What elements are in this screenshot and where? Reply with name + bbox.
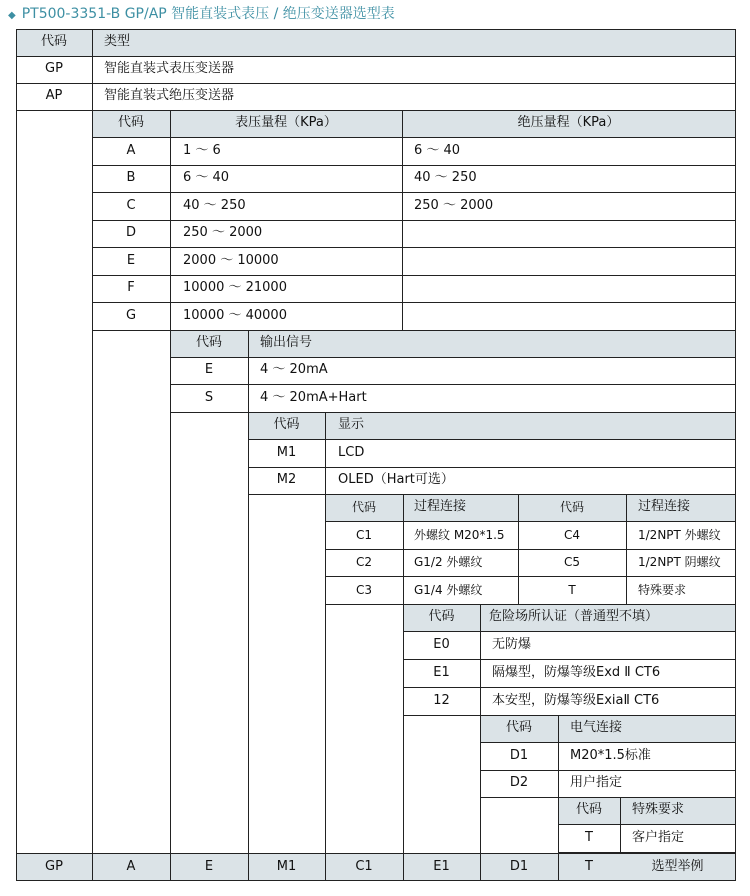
rule xyxy=(16,29,17,881)
example-special: T xyxy=(585,859,593,874)
header-bg-output xyxy=(170,330,735,357)
output-code: S xyxy=(204,390,214,405)
process-code: C3 xyxy=(355,583,372,597)
hazard-code-header: 代码 xyxy=(428,609,455,624)
process-name: G1/2 外螺纹 xyxy=(414,555,483,569)
example-range: A xyxy=(126,859,136,874)
special-name: 客户指定 xyxy=(632,830,685,845)
process-name: 外螺纹 M20*1.5 xyxy=(414,528,505,542)
abs-range: 6 ～ 40 xyxy=(414,143,461,158)
process-name-header: 过程连接 xyxy=(638,499,691,514)
process-code-header: 代码 xyxy=(559,500,584,514)
abs-range-header: 绝压量程（KPa） xyxy=(517,115,620,130)
hazard-name: 隔爆型，防爆等级Exd Ⅱ CT6 xyxy=(492,665,661,680)
range-code: F xyxy=(127,280,135,295)
process-name: 1/2NPT 外螺纹 xyxy=(638,528,721,542)
type-name: 智能直装式表压变送器 xyxy=(104,61,235,76)
type-name-header: 类型 xyxy=(104,34,131,49)
process-code: T xyxy=(568,583,576,597)
example-type: GP xyxy=(45,859,63,874)
abs-range: 250 ～ 2000 xyxy=(414,198,494,213)
special-code: T xyxy=(585,830,593,845)
range-code: G xyxy=(125,308,137,323)
type-name: 智能直装式绝压变送器 xyxy=(104,88,235,103)
hazard-code: E1 xyxy=(433,665,450,680)
process-code: C4 xyxy=(563,528,580,542)
range-code: A xyxy=(126,143,136,158)
range-code-header: 代码 xyxy=(117,115,144,130)
electrical-name: M20*1.5标准 xyxy=(570,748,651,763)
range-code: C xyxy=(126,198,136,213)
type-code-header: 代码 xyxy=(40,34,67,49)
gauge-range: 2000 ～ 10000 xyxy=(183,253,279,268)
example-electrical: D1 xyxy=(509,859,529,874)
rule xyxy=(170,357,736,358)
hazard-name: 无防爆 xyxy=(492,637,532,652)
process-code: C5 xyxy=(563,555,580,569)
hazard-code: E0 xyxy=(433,637,450,652)
range-code: E xyxy=(126,253,136,268)
example-hazard: E1 xyxy=(433,859,450,874)
special-code-header: 代码 xyxy=(575,802,602,817)
rule xyxy=(170,384,736,385)
page-title-text: PT500-3351-B GP/AP 智能直装式表压 / 绝压变送器选型表 xyxy=(21,6,395,22)
process-name: G1/4 外螺纹 xyxy=(414,583,483,597)
gauge-range: 10000 ～ 21000 xyxy=(183,280,287,295)
page-title xyxy=(8,3,395,25)
hazard-name-header: 危险场所认证（普通型不填） xyxy=(489,609,659,624)
type-code: AP xyxy=(45,88,63,103)
electrical-code: D2 xyxy=(509,775,529,790)
example-output: E xyxy=(204,859,214,874)
output-name: 4 ～ 20mA xyxy=(260,362,328,377)
process-code-header: 代码 xyxy=(351,500,376,514)
rule xyxy=(626,494,627,605)
gauge-range-header: 表压量程（KPa） xyxy=(235,115,337,130)
display-code-header: 代码 xyxy=(273,417,300,432)
special-name-header: 特殊要求 xyxy=(632,802,685,817)
electrical-code-header: 代码 xyxy=(505,720,532,735)
abs-range: 40 ～ 250 xyxy=(414,170,477,185)
range-code: D xyxy=(125,225,136,240)
range-code: B xyxy=(126,170,136,185)
electrical-name-header: 电气连接 xyxy=(570,720,623,735)
rule xyxy=(170,110,171,881)
hazard-code: 12 xyxy=(433,693,450,708)
display-name-header: 显示 xyxy=(338,417,365,432)
output-code-header: 代码 xyxy=(195,335,222,350)
display-code: M1 xyxy=(276,445,297,460)
process-code: C1 xyxy=(355,528,372,542)
gauge-range: 10000 ～ 40000 xyxy=(183,308,287,323)
process-name: 特殊要求 xyxy=(638,583,687,597)
display-code: M2 xyxy=(276,472,297,487)
rule xyxy=(325,412,326,881)
gauge-range: 40 ～ 250 xyxy=(183,198,246,213)
output-name: 4 ～ 20mA+Hart xyxy=(260,390,367,405)
display-name: LCD xyxy=(338,445,365,460)
example-process: C1 xyxy=(355,859,373,874)
display-name: OLED（Hart可选） xyxy=(338,472,454,487)
process-name-header: 过程连接 xyxy=(414,499,467,514)
rule xyxy=(92,29,93,111)
rule xyxy=(16,880,736,881)
process-name: 1/2NPT 阴螺纹 xyxy=(638,555,721,569)
rule xyxy=(402,110,403,331)
rule xyxy=(735,29,736,881)
electrical-code: D1 xyxy=(509,748,529,763)
output-code: E xyxy=(204,362,214,377)
example-display: M1 xyxy=(276,859,297,874)
rule xyxy=(620,797,621,853)
process-code: C2 xyxy=(355,555,372,569)
gauge-range: 1 ～ 6 xyxy=(183,143,221,158)
diamond-bullet-icon: ◆ xyxy=(8,10,16,21)
gauge-range: 6 ～ 40 xyxy=(183,170,230,185)
example-label: 选型举例 xyxy=(651,859,704,874)
gauge-range: 250 ～ 2000 xyxy=(183,225,263,240)
type-code: GP xyxy=(45,61,63,76)
electrical-name: 用户指定 xyxy=(570,775,623,790)
output-name-header: 输出信号 xyxy=(260,335,313,350)
hazard-name: 本安型，防爆等级ExiaⅡ CT6 xyxy=(492,693,660,708)
